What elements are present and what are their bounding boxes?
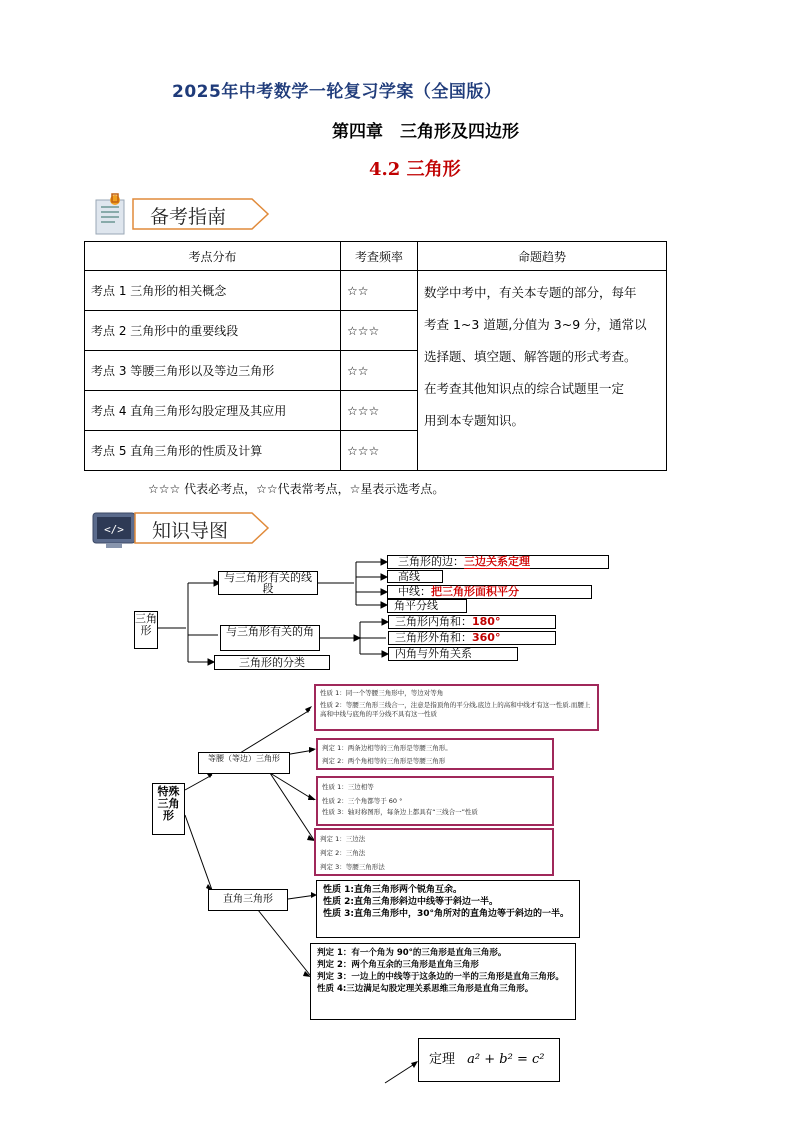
exterior-value: 360° bbox=[472, 631, 501, 644]
node-triangle-angles: 与三角形有关的角 bbox=[220, 625, 320, 651]
theorem-formula: a² + b² = c² bbox=[467, 1052, 545, 1067]
right-judgement: 判定 3：一边上的中线等于这条边的一半的三角形是直角三角形。 bbox=[317, 972, 564, 982]
node-triangle-classification: 三角形的分类 bbox=[214, 655, 330, 670]
node-triangle-lines: 与三角形有关的线段 bbox=[218, 571, 318, 595]
node-exterior-sum bbox=[388, 631, 556, 645]
topic-cell: 考点 3 等腰三角形以及等边三角形 bbox=[85, 351, 341, 391]
frequency-legend: ☆☆☆ 代表必考点，☆☆代表常考点，☆星表示选考点。 bbox=[148, 482, 445, 496]
node-interior-sum bbox=[388, 615, 556, 629]
header-topic: 考点分布 bbox=[85, 242, 341, 271]
equilateral-property: 性质 2：三个角都等于 60 ° bbox=[322, 797, 403, 805]
right-property: 性质 2:直角三角形斜边中线等于斜边一半。 bbox=[323, 897, 498, 907]
isosceles-property: 性质 2：等腰三角形三线合一，注意是指顶角的平分线,底边上的高和中线才有这一性质.而腰上高和中线与底角的平分线不具有这一性质 bbox=[320, 701, 591, 718]
trend-line: 选择题、填空题、解答题的形式考查。 bbox=[424, 349, 637, 364]
trend-line: 数学中考中，有关本专题的部分，每年 bbox=[424, 285, 637, 300]
equilateral-judgement: 判定 2：三角法 bbox=[320, 849, 366, 857]
svg-text:</>: </> bbox=[104, 523, 124, 536]
isosceles-judgement-box bbox=[316, 738, 554, 770]
topic-cell: 考点 2 三角形中的重要线段 bbox=[85, 311, 341, 351]
node-right-triangle: 直角三角形 bbox=[208, 889, 288, 911]
guide-banner-label: 备考指南 bbox=[150, 206, 227, 228]
node-bisector: 角平分线 bbox=[387, 599, 467, 613]
frequency-cell: ☆☆☆ bbox=[341, 431, 418, 471]
node-height: 高线 bbox=[387, 570, 443, 583]
node-angle-relation: 内角与外角关系 bbox=[388, 647, 518, 661]
document-title: 2025年中考数学一轮复习学案（全国版） bbox=[172, 82, 502, 102]
frequency-cell: ☆☆☆ bbox=[341, 311, 418, 351]
right-judgement: 判定 2：两个角互余的三角形是直角三角形 bbox=[317, 960, 479, 970]
median-value: 把三角形面积平分 bbox=[431, 585, 519, 598]
right-judgement: 判定 1：有一个角为 90°的三角形是直角三角形。 bbox=[317, 948, 507, 958]
right-property: 性质 3:直角三角形中，30°角所对的直角边等于斜边的一半。 bbox=[323, 909, 570, 919]
theorem-label: 定理 bbox=[429, 1052, 456, 1067]
mindmap-banner-label: 知识导图 bbox=[152, 520, 229, 542]
exterior-label: 三角形外角和： bbox=[395, 631, 472, 644]
right-triangle-judgement-box bbox=[310, 943, 576, 1020]
frequency-cell: ☆☆ bbox=[341, 271, 418, 311]
node-median bbox=[387, 585, 592, 599]
trend-line: 用到本专题知识。 bbox=[424, 413, 525, 428]
chapter-title: 第四章 三角形及四边形 bbox=[332, 122, 519, 142]
topic-cell: 考点 4 直角三角形勾股定理及其应用 bbox=[85, 391, 341, 431]
sides-label: 三角形的边： bbox=[398, 555, 464, 568]
node-sides bbox=[387, 555, 609, 569]
topic-cell: 考点 5 直角三角形的性质及计算 bbox=[85, 431, 341, 471]
section-title: 4.2 三角形 bbox=[369, 159, 461, 180]
isosceles-properties-box bbox=[314, 684, 599, 731]
right-judgement: 性质 4:三边满足勾股定理关系思维三角形是直角三角形。 bbox=[317, 984, 534, 994]
header-trend: 命题趋势 bbox=[418, 242, 667, 271]
isosceles-judgement: 判定 2：两个角相等的三角形是等腰三角形 bbox=[322, 757, 446, 765]
sides-value: 三边关系定理 bbox=[464, 555, 530, 568]
root-node-triangle: 三角形 bbox=[134, 611, 158, 649]
equilateral-property: 性质 3：轴对称图形，每条边上都具有“三线合一”性质 bbox=[322, 808, 478, 816]
right-triangle-properties-box bbox=[316, 880, 580, 938]
equilateral-judgement-box bbox=[314, 828, 554, 876]
topic-cell: 考点 1 三角形的相关概念 bbox=[85, 271, 341, 311]
equilateral-properties-box bbox=[316, 776, 554, 826]
median-label: 中线： bbox=[398, 585, 431, 598]
trend-line: 考查 1~3 道题,分值为 3~9 分，通常以 bbox=[424, 317, 647, 332]
interior-label: 三角形内角和： bbox=[395, 615, 472, 628]
isosceles-property: 性质 1：同一个等腰三角形中，等边对等角 bbox=[320, 689, 444, 697]
node-isosceles: 等腰（等边）三角形 bbox=[198, 752, 290, 774]
isosceles-judgement: 判定 1：两条边相等的三角形是等腰三角形。 bbox=[322, 744, 452, 752]
root-node-special-triangle: 特殊三角形 bbox=[152, 783, 185, 835]
equilateral-property: 性质 1：三边相等 bbox=[322, 783, 374, 791]
frequency-cell: ☆☆ bbox=[341, 351, 418, 391]
interior-value: 180° bbox=[472, 615, 501, 628]
frequency-cell: ☆☆☆ bbox=[341, 391, 418, 431]
equilateral-judgement: 判定 1：三边法 bbox=[320, 835, 366, 843]
equilateral-judgement: 判定 3：等腰三角形法 bbox=[320, 863, 385, 871]
trend-line: 在考查其他知识点的综合试题里一定 bbox=[424, 381, 625, 396]
header-frequency: 考查频率 bbox=[341, 242, 418, 271]
right-property: 性质 1:直角三角形两个锐角互余。 bbox=[323, 885, 462, 895]
pythagorean-theorem-box bbox=[418, 1038, 560, 1082]
